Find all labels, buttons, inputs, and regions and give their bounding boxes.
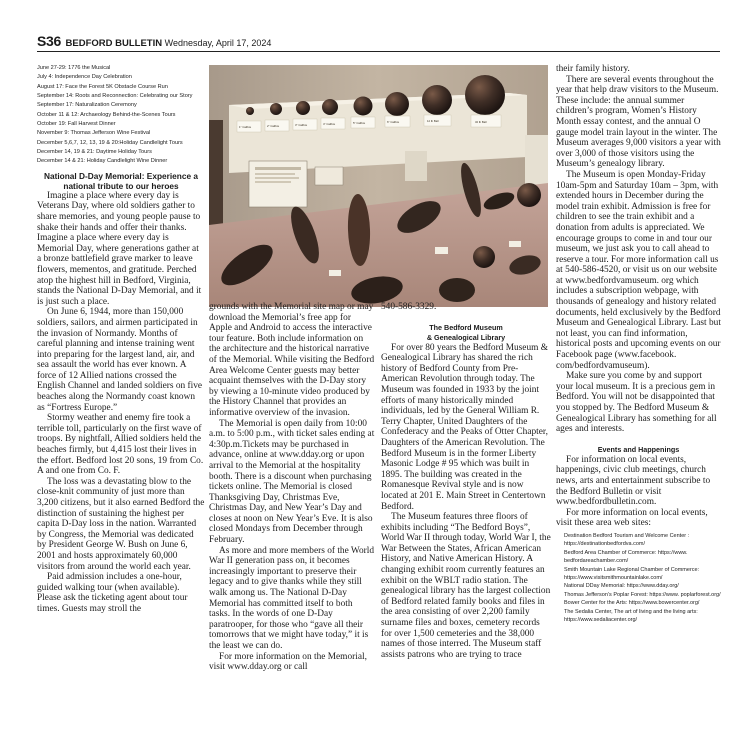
museum-heading-line: & Genealogical Library [426, 332, 506, 342]
events-article [556, 455, 721, 529]
publication-name: BEDFORD BULLETIN [65, 38, 163, 49]
reference-link[interactable]: The Sedalia Center, The art of living and the living arts: https://www.sedaliacenter.org/ [564, 608, 698, 623]
paragraph: For more information on the Memorial, visit www.dday.org or call [209, 651, 367, 673]
paragraph: Paid admission includes a one-hour, guided walking tour (when available). Please ask the ticketing agent about tour times. Guests may stroll the [37, 572, 188, 614]
paragraph: On June 6, 1944, more than 150,000 soldiers, sailors, and airmen participated in the invasion of Normandy. Months of careful planning and intense training went into preparing for the largest land, air, and sea assault the world has ever known. A force of 12 Allied nations crossed the English Channel and landed soldiers on five beaches along the Normandy coast known as “Fortress Europe.” [37, 307, 203, 413]
photo-graphic [209, 65, 548, 307]
museum-heading [381, 323, 551, 343]
placard-caption: 5" Calibre [353, 121, 366, 125]
reference-link[interactable]: Smith Mountain Lake Regional Chamber of Commerce: https://www.visitsmithmountainlake.com/ [564, 566, 700, 581]
schedule-item: June 27-29: 1776 the Musical [37, 65, 111, 71]
cannonball [246, 107, 254, 115]
column-1 [37, 64, 205, 615]
reference-link[interactable]: Bower Center for the Arts: https://www.bowercenter.org/ [564, 600, 700, 607]
paragraph: There are several events throughout the year that help draw visitors to the Museum. These include: the annual summer children’s program, Women’s History Month essay contest, and the annual O gauge model train layout in the winter. The Museum averages 9,000 visitors a year with over 3,000 of those visitors using the Museum’s genealogy library. [556, 74, 721, 170]
museum-article-part-1 [381, 343, 551, 661]
events-heading: Events and Happenings [597, 444, 680, 454]
placard-caption: 12 lb Ball [427, 119, 439, 123]
column-4 [556, 64, 721, 624]
memorial-article-part-1 [37, 191, 205, 615]
cannonball [465, 75, 505, 115]
paragraph: grounds with the Memorial site map or may download the Memorial’s free app for Apple and Android to access the interactive tour feature. Both include information on the architecture and the historical narrative of the Memorial. While visiting the Bedford Area Welcome Center guests may better acquaint themselves with the D-Day story by viewing a 10-minute video produced by the History Channel that provides an informative overview of the invasion. [209, 302, 375, 418]
schedule-item: November 9: Thomas Jefferson Wine Festival [37, 130, 151, 137]
schedule-item: August 17: Face the Forest 5K Obstacle Course Run [37, 83, 168, 90]
cannonball [322, 99, 338, 115]
paragraph: Imagine a place where every day is Veterans Day, where old soldiers gather to share memories, and young people pause to shake their hands and offer their thanks. Imagine a place where every day is Memorial Day, where generations gather at a bronze battlefield grave marker to leave flowers, mementos, and gratitude. Perched atop the highest hill in Bedford, Virginia, stands the National D-Day Memorial, and it is just such a place. [37, 190, 202, 307]
schedule-item: September 17: Naturalization Ceremony [37, 102, 137, 109]
placard-caption: 32 lb Ball [475, 120, 487, 124]
schedule-item: July 4: Independence Day Celebration [37, 74, 132, 81]
paragraph: As more and more members of the World War II generation pass on, it becomes increasingly important to preserve their legacy and to give thanks while they still walk among us. The National D-Day Memorial has committed itself to both tasks. In the words of one D-Day paratrooper, for those who “gave all their tomorrows that we might have today,” it is the least we can do. [209, 545, 375, 651]
schedule-item: October 11 & 12: Archaeology Behind-the-Scenes Tours [37, 111, 176, 118]
page-header [37, 33, 720, 51]
paragraph: The Memorial is open daily from 10:00 a.m. to 5:00 p.m., with ticket sales ending at 4:30p.m.Tickets may be purchased in advance, online at www.dday.org or upon arrival to the Memorial at the hospitality booth. There is a discount when purchasing tickets online. The Memorial is closed Thanksgiving Day, Christmas Eve, Christmas Day, and New Year’s Day and closes at noon on New Year’s Eve. It is also closed Mondays from December through February. [209, 418, 375, 546]
memorial-article-part-2 [209, 302, 375, 673]
reference-links [556, 532, 721, 624]
paragraph: For more information on local events, visit these area web sites: [556, 507, 708, 529]
reference-link[interactable]: National DDay Memorial: https://www.dday.org/ [564, 583, 679, 590]
paragraph: For information on local events, happenings, civic club meetings, church news, arts and entertainment subscribe to the Bedford Bulletin or visit www.bedfordbulletin.com. [556, 454, 711, 508]
page-number: S36 [37, 33, 62, 49]
paragraph: Stormy weather and enemy fire took a terrible toll, particularly on the first wave of troops. By nightfall, Allied soldiers held the beaches firmly, but 4,415 lost their lives in the effort. Bedford lost 20 sons, 19 from Co. A and one from Co. F. [37, 413, 204, 477]
paragraph: The loss was a devastating blow to the close-knit community of just more than 3,200 citizens, but it also earned Bedford the distinction of sustaining the highest per capita D-Day loss in the nation. Warranted by Congress, the Memorial was dedicated by President George W. Bush on June 6, 2001 and hosts approximately 60,000 visitors from around the world each year. [37, 476, 205, 572]
header-rule [37, 51, 720, 52]
event-schedule [37, 64, 205, 167]
cannonball [473, 246, 495, 268]
column-2 [209, 302, 375, 673]
placard-caption: 3" Calibre [295, 123, 308, 127]
reference-link[interactable]: Bedford Area Chamber of Commerce: https://www. bedfordareachamber.com/ [564, 549, 688, 565]
memorial-article-end [381, 302, 551, 313]
paragraph: For over 80 years the Bedford Museum & Genealogical Library has shared the rich history of Bedford County from Pre-American Revolution through today. The Museum was founded in 1933 by the joint efforts of many historically minded individuals, led by the General William R. Terry Chapter, United Daughters of the Confederacy and the Peaks of Otter Chapter, Daughters of the American Revolution. The Bedford Museum is in the former Liberty Masonic Lodge # 95 which was built in 1895. The building was created in the Romanesque Revival style and is now located at 201 E. Main Street in Centertown Bedford. [381, 342, 548, 512]
cannonball [296, 101, 310, 115]
column-3 [381, 302, 551, 660]
schedule-item: December 5,6,7, 12, 13, 19 & 20:Holiday Candlelight Tours [37, 139, 183, 146]
cannonball [517, 183, 541, 207]
schedule-item: December 14 & 21: Holiday Candlelight Wine Dinner [37, 158, 168, 165]
issue-date: Wednesday, April 17, 2024 [164, 38, 272, 48]
cannonball [354, 97, 373, 116]
schedule-item: December 14, 19 & 21: Daytime Holiday Tours [37, 149, 152, 156]
paragraph: Make sure you come by and support your local museum. It is a precious gem in Bedford. You will not be disappointed that you stopped by. The Bedford Museum & Genealogical Library has something for all ages and interests. [556, 371, 717, 435]
memorial-heading: National D-Day Memorial: Experience a national tribute to our heroes [43, 170, 198, 191]
placard-caption: 1" Calibre [239, 125, 252, 129]
reference-link[interactable]: Destination Bedford Tourism and Welcome Center : https://destinationbedfordva.com/ [564, 532, 690, 548]
artillery-shell [439, 278, 475, 302]
placard-caption: 4" Calibre [323, 122, 336, 126]
paragraph: The Museum features three floors of exhibits including “The Bedford Boys”, World War II through today, World War I, the War Between the States, African American History, and Native American History. A changing exhibit room currently features an exhibit on the WBLT radio station. The genealogical library has the largest collection of Bedford related family books and files in the area consisting of over 2,200 family surname files and boxes, cemetery records for over 1,500 cemeteries and the 38,000 names of those interred. The Museum staff assists patrons who are trying to trace [381, 512, 551, 660]
paragraph: The Museum is open Monday-Friday 10am-5pm and Saturday 10am – 3pm, with extended hours in December during the model train exhibit. Admission is free for children to see the train exhibit and a donation from adults is appreciated. We encourage groups to come in and tour our museum, we just ask you to call ahead to reserve a tour. For more information call us at 540-586-4520, or visit us on our website at www.bedfordvamuseum. org which includes a subscription webpage, with thousands of genealogy and history related documents, held exclusively by the Bedford Museum and Genealogical Library. Last but not least, you can find information, historical posts and upcoming events on our Facebook page (www.facebook. com/bedfordvamuseum). [556, 169, 721, 371]
paragraph: their family history. [556, 64, 630, 74]
placard-caption: 6" Calibre [387, 120, 400, 124]
cannonball [385, 92, 409, 116]
museum-article-part-2 [556, 64, 721, 435]
cannonball [422, 85, 452, 115]
reference-link[interactable]: Thomas Jefferson’s Poplar Forest: https://www. poplarforest.org/ [564, 591, 721, 598]
schedule-item: October 19: Fall Harvest Dinner [37, 121, 116, 128]
museum-heading-line: The Bedford Museum [429, 322, 503, 332]
paragraph: 540-586-3329. [381, 302, 437, 312]
cannonball [270, 103, 282, 115]
museum-artifacts-photo [209, 65, 548, 307]
placard-caption: 2" Calibre [267, 124, 280, 128]
schedule-item: September 14: Roots and Reconnection: Celebrating our Story [37, 93, 193, 100]
